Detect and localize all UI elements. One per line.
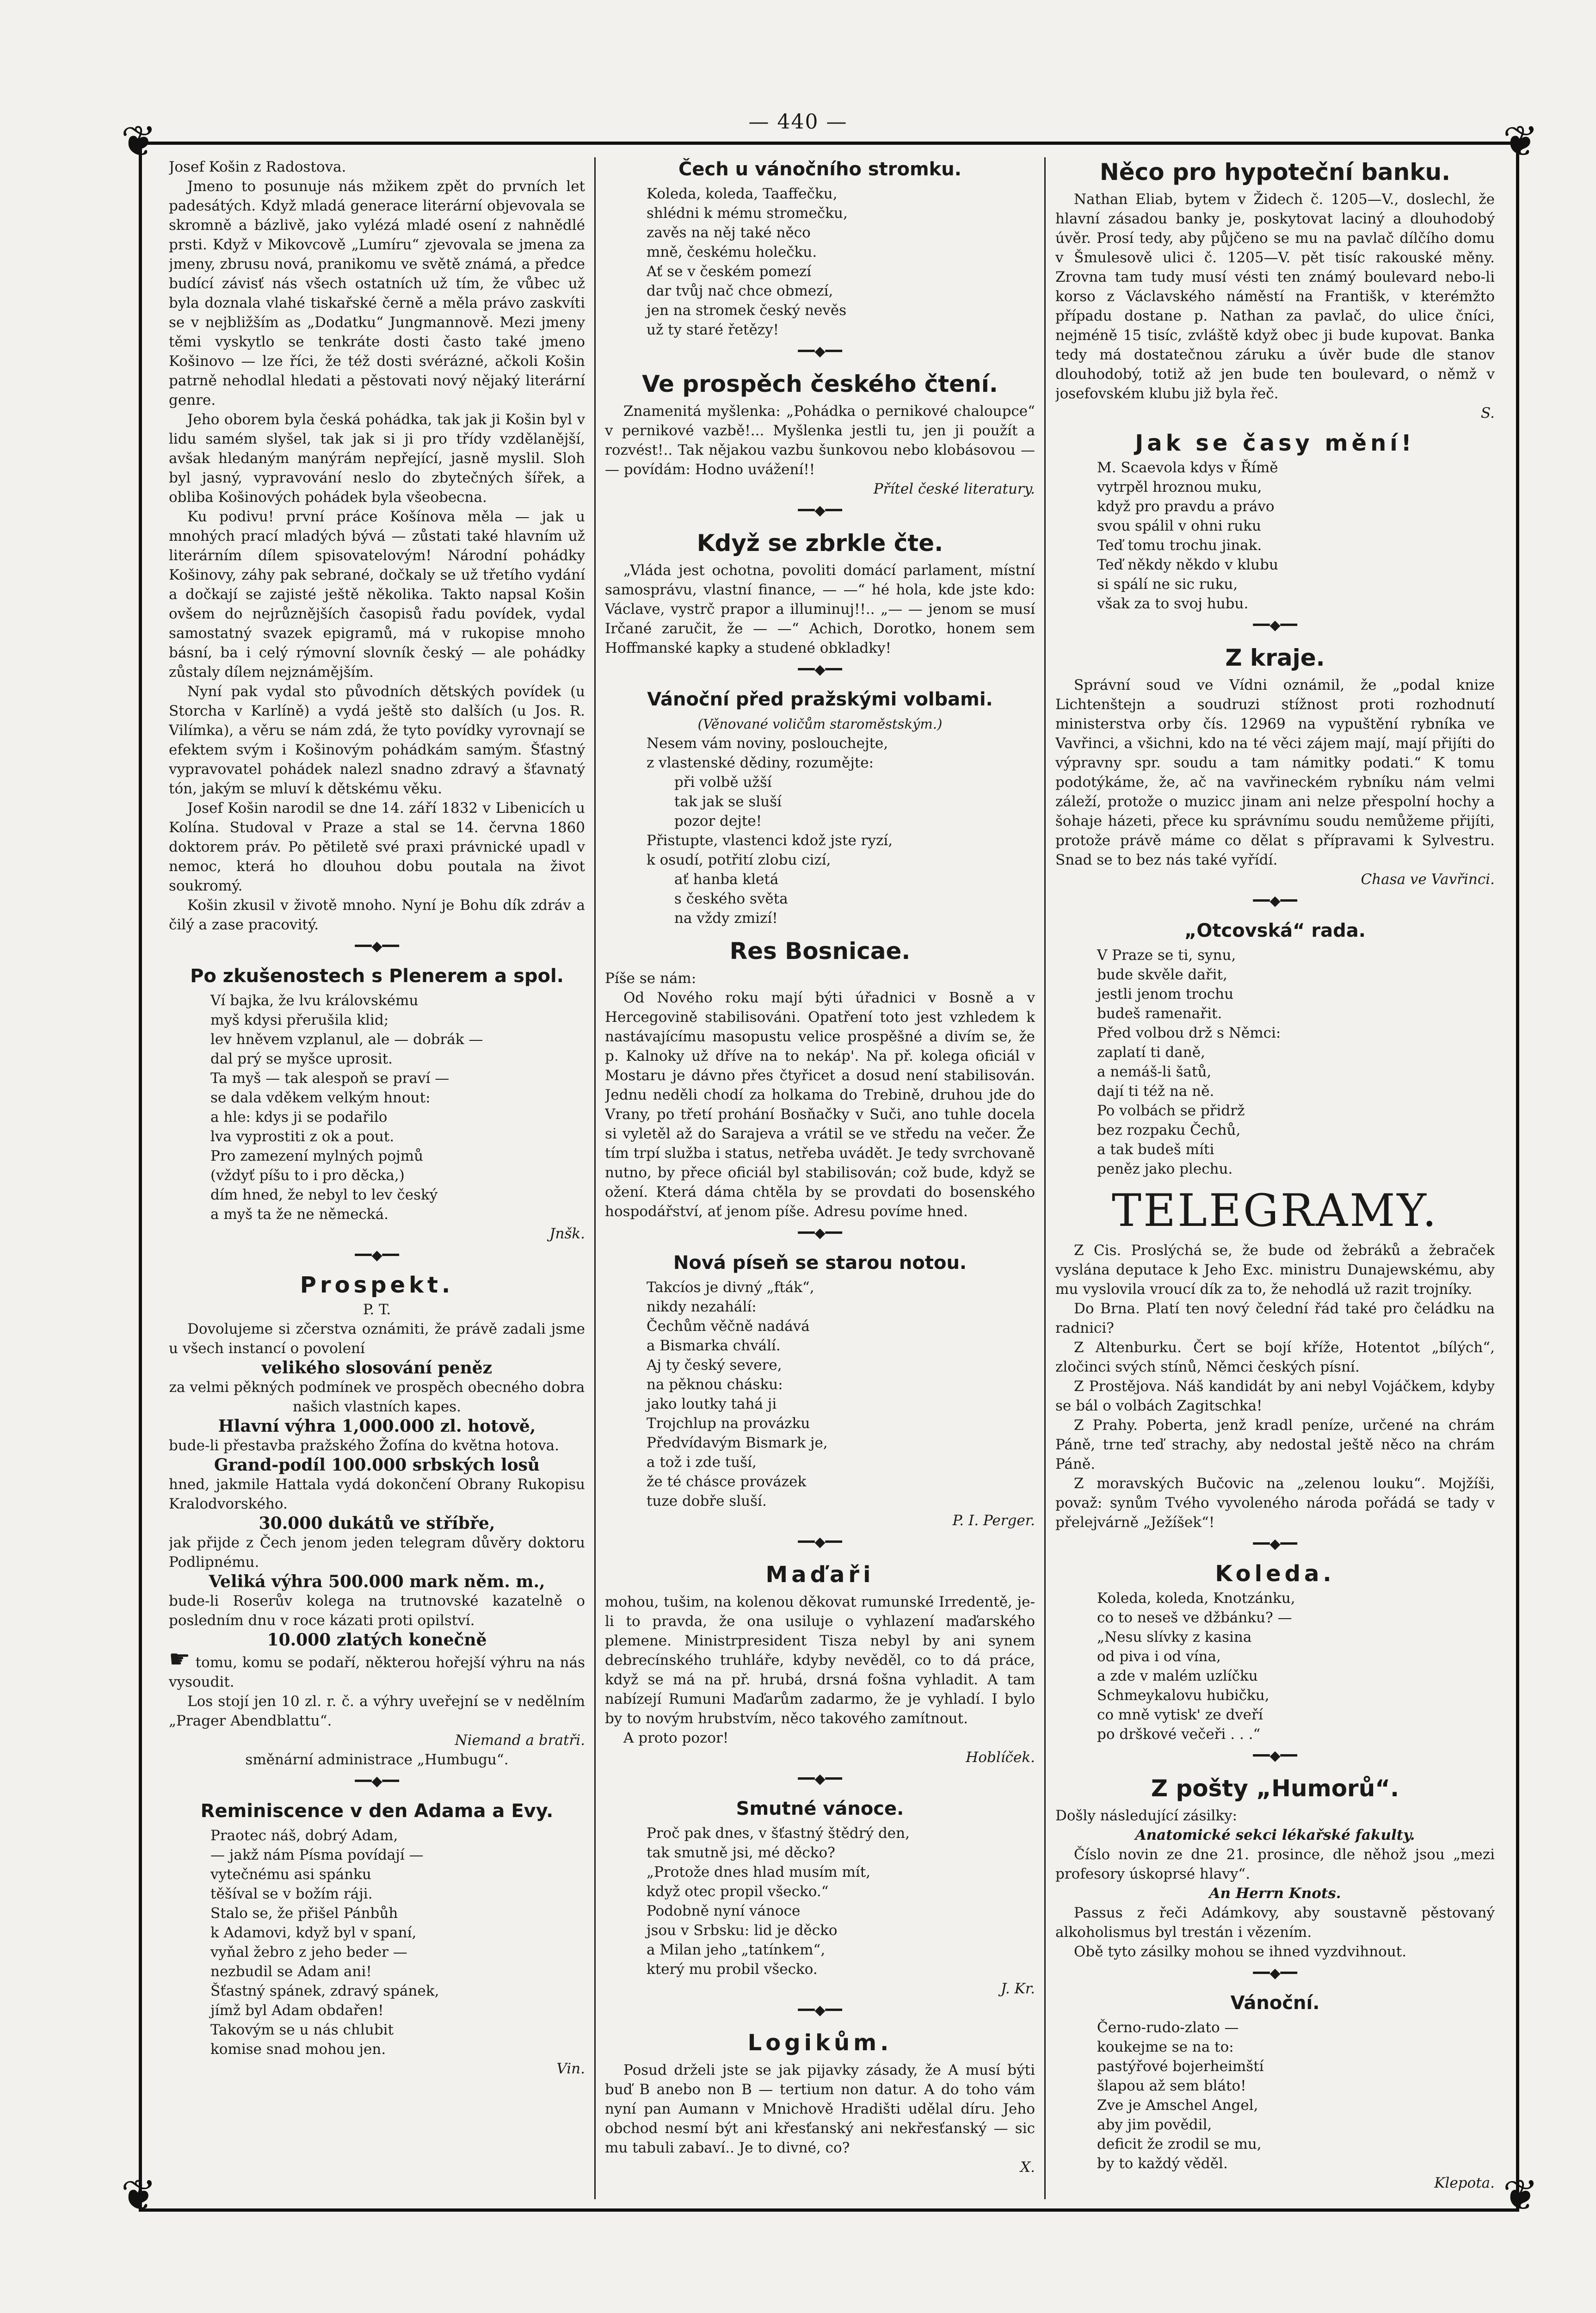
article-paragraph: Anatomické sekci lékařské fakulty. [1135,1827,1415,1843]
prospekt-line: 30.000 dukátů ve stříbře, [259,1514,495,1533]
headline-prospekt: Prospekt. [300,1272,454,1298]
separator: ━━◆━━ [355,1247,399,1263]
poem-line: Takcíos je divný „fták“, [647,1279,814,1296]
headline-cteni: Ve prospěch českého čtení. [642,371,998,397]
column-3 [1055,157,1495,2199]
poem-line: k osudí, potřití zlobu cizí, [647,852,831,868]
headline-kraje: Z kraje. [1225,644,1325,671]
signature: Niemand a bratři. [455,1732,585,1749]
signature: S. [1481,405,1495,421]
headline-humoru: Z pošty „Humorů“. [1151,1775,1399,1802]
poem-line: mně, českému holečku. [647,244,817,260]
headline-logikum: Logikům. [747,2030,893,2056]
poem-line: při volbě užší [674,774,772,791]
signature: Hoblíček. [966,1749,1035,1766]
article-paragraph: Obě tyto zásilky mohou se ihned vyzdvihnout. [1074,1943,1407,1960]
prospekt-line: P. T. [363,1301,391,1318]
poem-line: Ať se v českém pomezí [647,263,812,280]
poem-line: když pro pravdu a právo [1097,498,1275,515]
poem-vanocni [1055,2018,1495,2173]
poem-line: a Milan jeho „tatínkem“, [647,1942,826,1958]
poem-line: dím hned, že nebyl to lev český [210,1187,438,1203]
poem-line: těšíval se v božím ráji. [210,1886,373,1902]
poem-line: nikdy nezahálí: [647,1299,757,1315]
corner-ornament-icon: ❦ [1503,2171,1539,2220]
signature: P. I. Perger. [952,1512,1035,1529]
poem-koleda [1055,1589,1495,1744]
headline-casy: Jak se časy mění! [1135,430,1415,456]
headline-plener: Po zkušenostech s Plenerem a spol. [190,965,564,987]
headline-madari: Maďaři [765,1562,875,1588]
poem-line: se dala vděkem velkým hnout: [210,1089,431,1106]
signature: Vin. [556,2060,585,2077]
signature: Přítel české literatury. [873,481,1035,497]
poem-line: že té chásce provázek [647,1473,807,1490]
poem-line: po drškové večeři . . .“ [1097,1726,1261,1743]
telegram-item: Z Prahy. Poberta, jenž kradl peníze, určené na chrám Páně, trne teď strachy, aby nedostal ještě něco na chrám Páně. [1055,1417,1495,1472]
prospekt-line: Grand-podíl 100.000 srbských losů [214,1455,540,1475]
article-paragraph: „Vláda jest ochotna, povoliti domácí parlament, místní samosprávu, vlastní finance, — —“ hé hola, kde jste kdo: Václave, vystrč prapor a illuminuj!!.. „— — jenom se musí Irčané zaručit, že — —“ Achich, Dorotko, honem sem Hoffmanské kapky a studené obkladky! [605,562,1035,656]
article-paragraph: Číslo novin ze dne 21. prosince, dle něhož jsou „mezi profesory úskoprsé hlavy“. [1055,1846,1495,1882]
poem-line: Koleda, koleda, Taaffečku, [647,186,838,202]
telegram-item: Z Cis. Proslýchá se, že bude od žebráků a žebraček vyslána deputace k Jeho Exc. ministru Dunajewskému, aby mu vyslovila vroucí dík za to, že nehodlá už razit trojníky. [1055,1242,1495,1298]
poem-line: a myš ta že ne německá. [210,1206,389,1223]
poem-line: jen na stromek český nevěs [647,302,847,319]
article-paragraph: mohou, tušim, na kolenou děkovat rumunské Irredentě, je-li to pravda, že ona usiluje o vyhlazení maďarského plemene. Ministrpresident Tisza nebyl by ani synem debrecínského truhláře, kdyby nevěděl, co to dá práce, když se má na př. hrubá, drsná fošna vyhladit. A tam nabízejí Rumuni Maďarům zadarmo, že je vyhladí. I bylo by to novým hrubstvím, něco takového zamítnout. [605,1594,1035,1727]
headline-pisen: Nová píseň se starou notou. [673,1252,967,1274]
poem-line: na pěknou chásku: [647,1376,783,1393]
poem-line: dar tvůj nač chce obmezí, [647,283,833,299]
poem-casy [1055,458,1495,613]
poem-line: a tož i zde tuší, [647,1454,757,1471]
poem-line: myš kdysi přerušila klid; [210,1012,389,1028]
poem-line: k Adamovi, když byl v spaní, [210,1924,417,1941]
article-paragraph: Znamenitá myšlenka: „Pohádka o pernikové chaloupce“ v pernikové vazbě!... Myšlenka jestli tu, jen ji použít a rozvést!.. Tak nějakou vazbu šunkovou nebo klobásovou — — povídám: Hodno uvážení!! [605,403,1035,478]
poem-pisen [605,1278,1035,1511]
article-paragraph: Nyní pak vydal sto původních dětských povídek (u Storcha v Karlíně) a vydá ještě sto dalších (u Jos. R. Vilímka), a věru se nám zdá, že tyto povídky vyrovnají se efektem svým i Košinovým pohádkám samým. Šťastný vypravovatel pohádek nalezl snadno zdravý a šťavnatý tón, jakým se mluví k dětskému věku. [169,683,585,797]
poem-line: tak jak se sluší [674,793,782,810]
poem-line: Černo-rudo-zlato — [1097,2019,1239,2036]
poem-line: a zde v malém uzlíčku [1097,1668,1258,1684]
headline-hypo: Něco pro hypoteční banku. [1099,159,1451,186]
article-kosin-title: Josef Košin z Radostova. [169,159,346,175]
poem-line: na vždy zmizí! [674,910,778,927]
prospekt-line-text: tomu, komu se podaří, některou hořejší výhru na nás vysoudit. [169,1654,585,1690]
poem-line: pozor dejte! [674,813,762,829]
separator: ━━◆━━ [798,1225,842,1241]
poem-line: a nemáš-li šatů, [1097,1064,1212,1080]
article-paragraph: Passus z řeči Adámkovy, aby soustavně pěstovaný alkoholismus byl trestán i vězením. [1055,1905,1495,1941]
separator: ━━◆━━ [1253,1748,1297,1764]
subtitle: (Věnované voličům staroměstským.) [697,716,943,732]
poem-line: však za to svoj hubu. [1097,595,1249,612]
signature-sub: směnární administrace „Humbugu“. [245,1751,509,1768]
prospekt-line [169,1645,585,1692]
poem-line: jestli jenom trochu [1097,986,1234,1002]
prospekt-line: bude-li přestavba pražského Žofína do května hotova. [169,1437,559,1454]
prospekt-line: Hlavní výhra 1,000.000 zl. hotově, [218,1416,536,1436]
poem-line: vytečnému asi spánku [210,1866,371,1883]
headline-zbrkle: Když se zbrkle čte. [696,530,943,557]
poem-line: tuze dobře sluší. [647,1493,767,1509]
poem-line: Proč pak dnes, v šťastný štědrý den, [647,1825,910,1842]
article-paragraph: Došly následující zásilky: [1055,1807,1238,1824]
headline-smutne: Smutné vánoce. [736,1798,904,1819]
poem-line: zavěs na něj také něco [647,224,811,241]
poem-line: s českého světa [674,891,788,907]
separator: ━━◆━━ [1253,1965,1297,1981]
article-paragraph: Správní soud ve Vídni oznámil, že „podal knize Lichtenštejn a soudruzi stížnost proti rozhodnutí ministerstva orby čís. 12969 na vypuštění rybníka ve Vavřinci, a všichni, kdo na té věci zájem mají, mají přijíti do výpravny spr. soudu a tam námitky podati.“ K tomu podotýkáme, že, ač na vavřineckém rybníku nám velmi záleží, protože o muzicc jinam ani nelze přespolní hochy a šohaje házeti, přece ku správnímu soudu nemůžeme přijíti, protože právě máme co dělat s přípravami k Sylvestru. Snad se to bez nás také vyřídí. [1055,677,1495,868]
separator: ━━◆━━ [798,1534,842,1550]
poem-line: Nesem vám noviny, poslouchejte, [647,735,888,752]
poem-line: M. Scaevola kdys v Římě [1097,459,1278,476]
poem-line: deficit že zrodil se mu, [1097,2136,1262,2152]
telegram-item: Z Altenburku. Čert se bojí kříže, Hotentot „bílých“, zločinci svých stínů, Němci českých písní. [1055,1339,1495,1375]
poem-cech [605,184,1035,340]
poem-line: peněz jako plechu. [1097,1161,1233,1177]
poem-line: bude skvěle dařit, [1097,966,1227,983]
prospekt-line: bude-li Roserův kolega na trutnovské kazatelně o posledním dnu v roce kázati proti opilství. [169,1593,585,1629]
poem-line: který mu probil všecko. [647,1961,818,1978]
poem-line: „Nesu slívky z kasina [1097,1629,1252,1645]
column-rule [1044,157,1046,2199]
poem-line: Praotec náš, dobrý Adam, [210,1827,398,1844]
poem-line: Po volbách se přidrž [1097,1102,1245,1119]
poem-line: Čechům věčně nadává [647,1318,810,1335]
poem-line: Schmeykalovu hubičku, [1097,1687,1269,1704]
poem-line: lev hněvem vzplanul, ale — dobrák — [210,1031,483,1048]
separator: ━━◆━━ [798,1771,842,1787]
article-paragraph: An Herrn Knots. [1209,1885,1341,1902]
poem-line: koukejme se na to: [1097,2039,1234,2055]
poem-line: komise snad mohou jen. [210,2041,386,2058]
page-number: — 440 — [748,110,848,134]
poem-line: a Bismarka chválí. [647,1337,781,1354]
signature: Klepota. [1434,2175,1495,2191]
article-paragraph: Od Nového roku mají býti úřadnici v Bosně a v Hercegovině stabilisováni. Opatření toto jest vzhledem k nastávajícímu masopustu velice prospěšné a divím se, že p. Kalnoky už dříve na to nekáp'. Na př. kolega oficiál v Mostaru je dávno přes čtyřicet a dosud není stabilisován. Jednu neděli chodí za holkama do Trebině, druhou jde do Vrany, po třetí prohání Bosňačky v Suči, ano tuhle docela si vyletěl až do Sarajeva a vrátil se ve středu na večer. Že tím trpí služba i status, netřeba uvádět. Je tedy svrchovaně nutno, by přece oficiál byl stabilisován; což bude, když se ožení. Která dáma chtěla by se provdati do bosenského hospodářství, ať jenom píše. Adresu povíme hned. [605,990,1035,1220]
separator: ━━◆━━ [798,502,842,519]
poem-line: Teď tomu trochu jinak. [1097,537,1262,554]
headline-otcovska: „Otcovská“ rada. [1184,920,1366,941]
poem-line: aby jim povědil, [1097,2116,1212,2133]
separator: ━━◆━━ [1253,1536,1297,1552]
separator: ━━◆━━ [798,2002,842,2018]
column-rule [594,157,596,2199]
poem-line: budeš ramenařit. [1097,1005,1222,1022]
headline-vanocni: Vánoční. [1230,1992,1320,2014]
poem-line: si spálí ne sic ruku, [1097,576,1238,593]
poem-plener [169,991,585,1224]
poem-line: nezbudil se Adam ani! [210,1963,372,1980]
poem-line: bez rozpaku Čechů, [1097,1122,1241,1138]
poem-line: Stalo se, že přišel Pánbůh [210,1905,398,1922]
separator: ━━◆━━ [798,343,842,359]
column-2 [605,157,1035,2199]
separator: ━━◆━━ [798,662,842,678]
poem-line: pastýřové bojerheimští [1097,2058,1264,2075]
poem-line: Předvídavým Bismark je, [647,1435,828,1451]
prospekt-line: velikého slosování peněz [261,1358,493,1378]
poem-line: vytrpěl hroznou muku, [1097,479,1262,495]
poem-line: dají ti též na ně. [1097,1083,1214,1100]
poem-line: Podobně nyní vánoce [647,1903,801,1919]
headline-volby: Vánoční před pražskými volbami. [647,689,993,710]
poem-line: Koleda, koleda, Knotzánku, [1097,1590,1295,1607]
prospekt-line: Los stojí jen 10 zl. r. č. a výhry uveřejní se v nedělním „Prager Abendblattu“. [169,1693,585,1729]
signature: J. Kr. [1000,1980,1035,1997]
poem-line: Přistupte, vlastenci kdož jste ryzí, [647,832,893,849]
poem-line: dal prý se myšce uprosit. [210,1051,393,1067]
separator: ━━◆━━ [355,938,399,954]
article-paragraph: Josef Košin narodil se dne 14. září 1832 v Libenicích u Kolína. Studoval v Praze a stal se 14. června 1860 doktorem práv. Po pětiletě své praxi právnické upadl v nemoc, která ho dlouhou dobu poutala na život soukromý. [169,800,585,894]
article-paragraph: Košin zkusil v životě mnoho. Nyní je Bohu dík zdráv a čilý a zase pracovitý. [169,897,585,933]
article-paragraph: Posud drželi jste se jak pijavky zásady, že A musí býti buď B anebo non B — tertium non datur. A do toho vám nyní pan Aumann v Mnichově Hradišti udělal díru. Jeho obchod nesmí být ani křesťanský ani nekřesťanský — sic mu tabuli zabaví.. Je to divné, co? [605,2062,1035,2156]
poem-line: když otec propil všecko.“ [647,1883,829,1900]
headline-telegramy: TELEGRAMY. [1111,1185,1439,1237]
poem-smutne [605,1824,1035,1979]
poem-line: svou spálil v ohni ruku [1097,518,1262,534]
poem-line: tak smutně jsi, mé děcko? [647,1844,835,1861]
article-paragraph: Píše se nám: [605,970,696,987]
poem-line: Šťastný spánek, zdravý spánek, [210,1983,439,1999]
poem-line: jsou v Srbsku: lid je děcko [647,1922,838,1939]
poem-line: šlapou až sem bláto! [1097,2078,1246,2094]
signature: X. [1020,2159,1035,2176]
headline-reminiscence: Reminiscence v den Adama a Evy. [200,1800,554,1822]
article-paragraph: Jeho oborem byla česká pohádka, tak jak ji Košin byl v lidu samém slyšel, tak jak si ji pro třídy vzdělanější, avšak hledaným manýrám nepřející, jasně myslil. Sloh byl jasný, vypravování neslo do zbytečných šířek, a obliba Košinových pohádek byla všeobecna. [169,411,585,506]
poem-line: Ta myš — tak alespoň se praví — [210,1070,450,1087]
prospekt-line: Dovolujeme si zčerstva oznámiti, že právě zadali jsme u všech instancí o povolení [169,1321,585,1357]
pointing-hand-icon: ☛ [169,1645,191,1673]
separator: ━━◆━━ [1253,893,1297,909]
prospekt-line: hned, jakmile Hattala vydá dokončení Obrany Rukopisu Kralodvorského. [169,1476,585,1512]
poem-line: V Praze se ti, synu, [1097,947,1236,964]
separator: ━━◆━━ [355,1773,399,1789]
poem-line: Aj ty český severe, [647,1357,782,1373]
poem-line: vyňal žebro z jeho beder — [210,1944,407,1960]
poem-line: Před volbou drž s Němci: [1097,1025,1281,1041]
headline-koleda: Koleda. [1215,1561,1335,1587]
corner-ornament-icon: ❦ [121,117,157,166]
headline-bosnicae: Res Bosnicae. [729,938,911,965]
separator: ━━◆━━ [1253,617,1297,633]
poem-reminiscence [169,1826,585,2059]
article-paragraph: A proto pozor! [623,1730,729,1746]
poem-line: by to každý věděl. [1097,2155,1228,2172]
headline-cech: Čech u vánočního stromku. [678,159,961,180]
poem-line: — jakž nám Písma povídají — [210,1847,424,1863]
poem-line: Pro zamezení mylných pojmů [210,1148,424,1164]
poem-otcovska [1055,946,1495,1179]
poem-line: „Protože dnes hlad musím mít, [647,1864,871,1880]
poem-line: Trojchlup na provázku [647,1415,810,1432]
poem-line: ať hanba kletá [674,871,779,888]
telegram-item: Z moravských Bučovic na „zelenou louku“. Mojžíši, považ: synům Tvého vyvoleného národa pořádá se tady v přelejvárně „Ježíšek“! [1055,1475,1495,1531]
poem-line: z vlastenské dědiny, rozumějte: [647,755,874,771]
poem-line: Takovým se u nás chlubit [210,2022,394,2038]
prospekt-line: jak přijde z Čech jenom jeden telegram důvěry doktoru Podlipnému. [169,1534,585,1571]
poem-line: Teď někdy někdo v klubu [1097,557,1278,573]
prospekt-line: za velmi pěkných podmínek ve prospěch obecného dobra našich vlastních kapes. [169,1379,585,1415]
article-paragraph: Jmeno to posunuje nás mžikem zpět do prvních let padesátých. Když mladá generace literární objevovala se skromně a bázlivě, jako vylézá mladé osení z nahnědlé prsti. Když v Mikovcově „Lumíru“ zjevovala se jmena za jmeny, zbrusu nová, pranikomu ve světě známá, a předce budící závisť nás všech ostatních už tím, že vůbec už byla doznala vlahé tiskařské černě a měla právo zaskvíti se v nejbližším as „Dodatku“ Jungmannově. Mezi jmeny těmi vyskytlo se tenkráte dosti často také jmeno Košinovo — lze říci, že též dosti svérázné, ačkoli Košin patrně nehodlal hledati a pěstovati nový nějaký literární genre. [169,178,585,408]
poem-line: lva vyprostiti z ok a pout. [210,1128,394,1145]
poem-line: shlédni k mému stromečku, [647,205,848,222]
poem-line: co to neseš ve džbánku? — [1097,1609,1292,1626]
article-paragraph: Nathan Eliab, bytem v Židech č. 1205—V., doslechl, že hlavní zásadou banky je, poskytovat laciný a dlouhodobý úvěr. Prosí tedy, aby půjčeno se mu na pavlač dílčího domu v Šmulesově ulici č. 1205—V. pět tisíc rakouské měny. Zrovna tam tudy musí vésti ten známý boulevard nebo-li korso z Václavského náměstí na Františk, v kterémžto případu dostane p. Nathan za pavlač, do ulice čníci, nejméně 15 tisíc, zvláště když obec ji bude kupovat. Banka tedy má dostatečnou záruku a úvěr bude dle stanov dlouhodobý, totiž až jen bude ten boulevard, o němž v josefovském klubu již byla řeč. [1055,191,1495,402]
poem-line: a hle: kdys ji se podařilo [210,1109,388,1126]
poem-line: Zve je Amschel Angel, [1097,2097,1258,2114]
corner-ornament-icon: ❦ [1503,117,1539,166]
signature: Chasa ve Vavřinci. [1361,871,1495,888]
poem-line: zaplatí ti daně, [1097,1044,1205,1061]
column-1 [169,157,585,2199]
poem-line: už ty staré řetězy! [647,322,779,338]
poem-line: jímž byl Adam obdařen! [210,2002,384,2019]
article-paragraph: Ku podivu! první práce Košínova měla — jak u mnohých prací mladých bývá — zůstati také hlavním už literárním dílem spisovatelovým! Národní pohádky Košinovy, záhy pak sebrané, dočkaly se už třetího vydání a dočkají se zajisté ještě několika. Takto napsal Košin ovšem do nejrůznějších časopisů řadu povídek, vydal samostatný svazek epigramů, má v rukopise mnoho básní, ba i celý rýmovní slovník český — ale pohádky zůstaly dílem nejznámějším. [169,508,585,680]
poem-line: jako loutky tahá ji [647,1396,777,1412]
poem-line: (vždyť píšu to i pro děcka,) [210,1167,405,1184]
corner-ornament-icon: ❦ [121,2171,157,2220]
poem-line: Ví bajka, že lvu královskému [210,992,419,1009]
prospekt-line: 10.000 zlatých konečně [267,1630,487,1650]
poem-line: od piva i od vína, [1097,1648,1221,1665]
signature: Jnšk. [549,1225,585,1242]
poem-volby [605,734,1035,928]
telegram-item: Z Prostějova. Náš kandidát by ani nebyl Vojáčkem, kdyby se bál o volbách Zagitschka! [1055,1378,1495,1414]
telegram-item: Do Brna. Platí ten nový čelední řád také pro čeládku na radnici? [1055,1300,1495,1336]
poem-line: a tak budeš míti [1097,1141,1214,1158]
prospekt-line: Veliká výhra 500.000 mark něm. m., [209,1572,545,1591]
poem-line: co mně vytisk' ze dveří [1097,1707,1263,1723]
